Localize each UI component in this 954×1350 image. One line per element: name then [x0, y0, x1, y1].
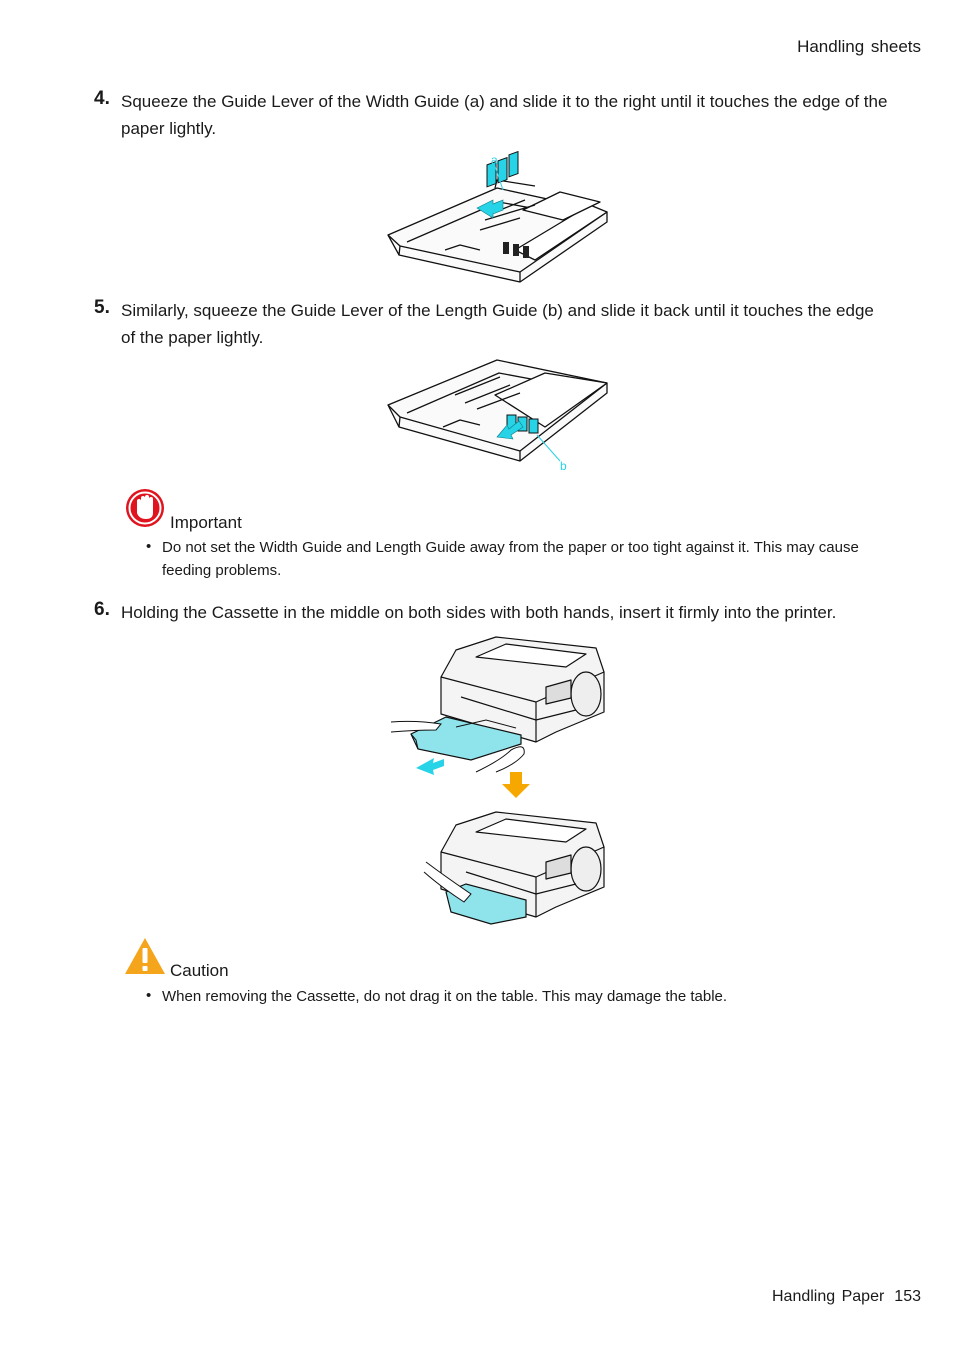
callout-a: a: [491, 153, 498, 167]
step-5-number: 5.: [94, 297, 110, 318]
important-bullet: •: [146, 538, 152, 555]
caution-text: When removing the Cassette, do not drag it on the table. This may damage the table.: [162, 988, 728, 1005]
step-5-text: Similarly, squeeze the Guide Lever of the Length Guide (b) and slide it back until it touches the edge of the paper lightly.: [121, 301, 874, 347]
caution-warning-icon: [123, 936, 167, 976]
caution-bullet: •: [146, 987, 152, 1004]
important-stop-hand-icon: [124, 487, 166, 529]
page-number: 153: [894, 1288, 921, 1305]
step-4-number: 4.: [94, 88, 110, 109]
running-header: Handling sheets: [797, 37, 921, 56]
page-footer: [772, 1288, 921, 1306]
important-title: Important: [170, 513, 242, 532]
insert-cassette-illustration: [386, 632, 611, 927]
step-6-number: 6.: [94, 599, 110, 620]
length-guide-illustration: [385, 355, 615, 477]
footer-chapter: Handling Paper: [772, 1288, 885, 1305]
step-6-text: Holding the Cassette in the middle on both sides with both hands, insert it firmly into the printer.: [121, 603, 837, 622]
width-guide-illustration: [385, 150, 615, 292]
step-4-text: Squeeze the Guide Lever of the Width Guide (a) and slide it to the right until it touches the edge of the paper lightly.: [121, 92, 888, 138]
caution-title: Caution: [170, 961, 229, 980]
important-text: Do not set the Width Guide and Length Guide away from the paper or too tight against it. This may cause feeding problems.: [162, 539, 859, 579]
callout-b: b: [560, 459, 567, 473]
